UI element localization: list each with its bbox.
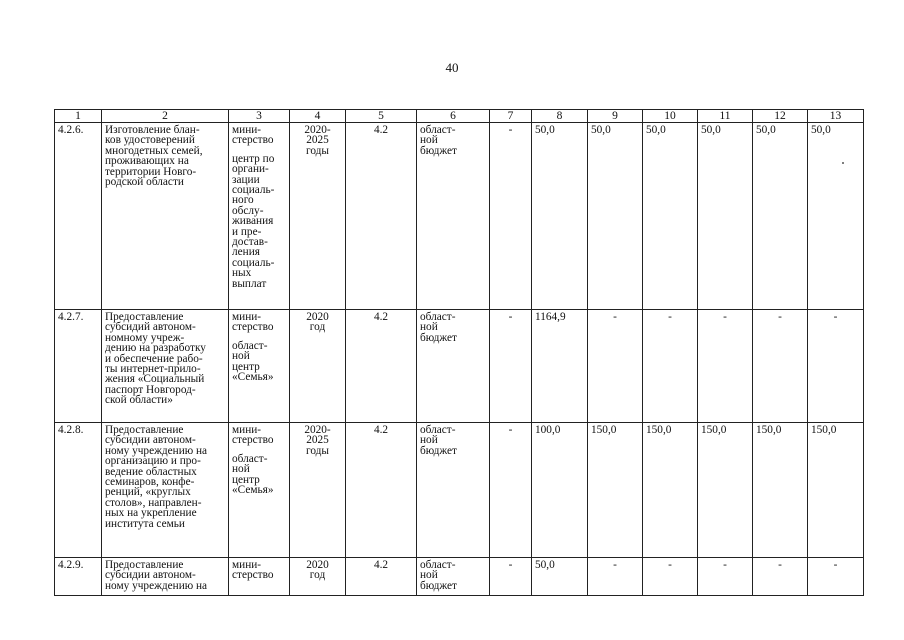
cell-value: 50,0: [701, 124, 721, 136]
cell-value: -: [668, 311, 672, 323]
cell-value: 50,0: [811, 124, 831, 136]
cell-value: -: [833, 311, 838, 323]
value-cell-c12: [753, 423, 808, 558]
text-line: годы: [305, 444, 329, 457]
cell-value: -: [508, 424, 513, 436]
measure-name-cell: [102, 310, 229, 423]
text-line: ной: [420, 321, 438, 334]
cell-value: 150,0: [811, 424, 837, 436]
text-line: стерство: [232, 134, 274, 147]
text-line: ведение областных: [105, 465, 197, 478]
value-cell-col7: [490, 310, 532, 423]
cell-value: 4.2.9.: [58, 559, 84, 571]
cell-value: -: [613, 311, 617, 323]
table-row: [55, 123, 864, 310]
cell-value: -: [508, 559, 513, 571]
text-line: Предоставление: [105, 424, 184, 436]
text-line: субсидий автоном-: [105, 321, 196, 334]
header-cell: 4: [290, 110, 346, 123]
period-cell: [290, 423, 346, 558]
cell-value: 50,0: [591, 124, 611, 136]
value-cell-c13: [808, 310, 864, 423]
text-line: ской области»: [105, 394, 173, 407]
period-cell: [290, 558, 346, 596]
row-number-cell: [55, 423, 102, 558]
header-cell: 12: [753, 110, 808, 123]
text-line: жения «Социальный: [105, 373, 205, 386]
cell-value: 4.2.7.: [58, 311, 84, 323]
text-line: «Семья»: [232, 371, 274, 384]
value-cell-c10: [643, 310, 698, 423]
table-row: [55, 558, 864, 596]
funding-source-cell: [417, 310, 490, 423]
cell-value: 50,0: [756, 124, 776, 136]
cell-value: 4.2: [373, 424, 389, 436]
header-row: [55, 110, 864, 123]
value-cell-c9: [588, 423, 643, 558]
text-line: бюджет: [420, 444, 457, 457]
row-number-cell: [55, 558, 102, 596]
cell-value: 100,0: [535, 424, 561, 436]
text-line: 2025: [306, 134, 329, 147]
text-line: многодетных семей,: [105, 144, 203, 157]
value-cell-col7: [490, 558, 532, 596]
text-line: Предоставление: [105, 311, 184, 323]
row-number-cell: [55, 123, 102, 310]
text-line: зации: [232, 173, 260, 186]
text-line: субсидии автоном-: [105, 434, 196, 447]
value-cell-c12: [753, 310, 808, 423]
value-cell-c8: [532, 310, 588, 423]
target-code-cell: [346, 423, 417, 558]
text-line: обслу-: [232, 204, 264, 217]
value-cell-c11: [698, 310, 753, 423]
cell-value: -: [508, 311, 513, 323]
text-line: год: [309, 569, 326, 582]
target-code-cell: [346, 310, 417, 423]
value-cell-c12: [753, 558, 808, 596]
executor-cell: [229, 310, 290, 423]
text-line: центр: [232, 473, 260, 486]
value-cell-c13: [808, 558, 864, 596]
text-line: ных на укрепление: [105, 507, 197, 520]
text-line: органи-: [232, 163, 269, 176]
text-line: родской области: [105, 176, 184, 189]
text-line: и обеспечение рабо-: [105, 352, 203, 365]
text-line: ной: [232, 463, 250, 476]
cell-value: 4.2: [373, 124, 389, 136]
cell-value: 4.2.8.: [58, 424, 84, 436]
table-row: [55, 423, 864, 558]
header-cell: 10: [643, 110, 698, 123]
cell-value: -: [778, 559, 782, 571]
text-line: ной: [232, 350, 250, 363]
text-line: живания: [232, 215, 274, 228]
text-line: проживающих на: [105, 155, 189, 168]
text-line: ной: [420, 434, 438, 447]
header-cell: 8: [532, 110, 588, 123]
text-line: 2020-: [304, 124, 331, 136]
executor-cell: [229, 423, 290, 558]
text-line: социаль-: [232, 256, 275, 269]
text-line: достав-: [232, 236, 268, 249]
text-line: мини-: [232, 311, 262, 323]
text-line: мини-: [232, 124, 262, 136]
cell-value: -: [723, 559, 727, 571]
header-cell: 11: [698, 110, 753, 123]
text-line: 2025: [306, 434, 329, 447]
value-cell-c9: [588, 123, 643, 310]
text-line: ной: [420, 134, 438, 147]
funding-source-cell: [417, 423, 490, 558]
cell-value: -: [668, 559, 672, 571]
row-number-cell: [55, 310, 102, 423]
value-cell-c12: [753, 123, 808, 310]
text-line: год: [309, 321, 326, 334]
value-cell-c10: [643, 423, 698, 558]
cell-value: 1164,9: [535, 311, 566, 323]
text-line: област-: [420, 124, 456, 136]
text-line: бюджет: [420, 331, 457, 344]
cell-value: 150,0: [591, 424, 617, 436]
header-cell: 1: [55, 110, 102, 123]
cell-value: -: [833, 559, 838, 571]
value-cell-c10: [643, 558, 698, 596]
cell-value: 150,0: [701, 424, 727, 436]
value-cell-col7: [490, 123, 532, 310]
text-line: 2020: [306, 559, 329, 571]
text-line: 2020: [306, 311, 329, 323]
value-cell-c10: [643, 123, 698, 310]
text-line: ному учреждению на: [105, 444, 208, 457]
text-line: столов», направлен-: [105, 496, 202, 509]
executor-cell: [229, 123, 290, 310]
text-line: территории Новго-: [105, 165, 197, 178]
header-cell: 13: [808, 110, 864, 123]
text-line: центр по: [232, 152, 275, 165]
text-line: семинаров, конфе-: [105, 476, 195, 489]
value-cell-c9: [588, 310, 643, 423]
text-line: ному учреждению на: [105, 579, 208, 592]
measure-name-cell: [102, 123, 229, 310]
text-line: выплат: [232, 277, 267, 290]
text-line: бюджет: [420, 579, 457, 592]
cell-value: -: [613, 559, 617, 571]
program-table: [54, 109, 864, 596]
text-line: ков удостоверений: [105, 134, 195, 147]
cell-value: 4.2: [373, 311, 389, 323]
text-line: паспорт Новгород-: [105, 383, 196, 396]
header-cell: 2: [102, 110, 229, 123]
table-row: [55, 310, 864, 423]
value-cell-c9: [588, 558, 643, 596]
text-line: област-: [232, 339, 268, 352]
header-cell: 6: [417, 110, 490, 123]
text-line: и пре-: [232, 225, 262, 238]
period-cell: [290, 123, 346, 310]
value-cell-c11: [698, 123, 753, 310]
text-line: субсидии автоном-: [105, 569, 196, 582]
text-line: «Семья»: [232, 484, 274, 497]
text-line: центр: [232, 360, 260, 373]
target-code-cell: [346, 558, 417, 596]
value-cell-c8: [532, 123, 588, 310]
measure-name-cell: [102, 558, 229, 596]
text-line: област-: [232, 452, 268, 465]
header-cell: 5: [346, 110, 417, 123]
cell-value: 4.2: [373, 559, 389, 571]
text-line: мини-: [232, 424, 262, 436]
cell-value: 50,0: [535, 124, 555, 136]
value-cell-c8: [532, 558, 588, 596]
cell-value: 150,0: [646, 424, 672, 436]
text-line: ных: [232, 267, 252, 280]
text-line: стерство: [232, 321, 274, 334]
funding-source-cell: [417, 558, 490, 596]
cell-value: -: [723, 311, 727, 323]
value-cell-c11: [698, 558, 753, 596]
text-line: стерство: [232, 569, 274, 582]
text-line: мини-: [232, 559, 262, 571]
value-cell-c13: [808, 123, 864, 310]
header-cell: 7: [490, 110, 532, 123]
text-line: номному учреж-: [105, 331, 185, 344]
funding-source-cell: [417, 123, 490, 310]
text-line: ной: [420, 569, 438, 582]
text-line: социаль-: [232, 184, 275, 197]
cell-value: 50,0: [535, 559, 555, 571]
text-line: дению на разработку: [105, 342, 206, 355]
scan-speck: [842, 162, 844, 164]
cell-value: 150,0: [756, 424, 782, 436]
value-cell-c11: [698, 423, 753, 558]
text-line: Предоставление: [105, 559, 184, 571]
value-cell-c8: [532, 423, 588, 558]
cell-value: -: [508, 124, 513, 136]
executor-cell: [229, 558, 290, 596]
text-line: 2020-: [304, 424, 331, 436]
cell-value: 4.2.6.: [58, 124, 84, 136]
text-line: ты интернет-прило-: [105, 363, 201, 376]
text-line: област-: [420, 559, 456, 571]
page-number: 40: [445, 60, 459, 75]
text-line: организацию и про-: [105, 455, 201, 468]
header-cell: 3: [229, 110, 290, 123]
text-line: Изготовление блан-: [105, 124, 200, 136]
period-cell: [290, 310, 346, 423]
text-line: област-: [420, 311, 456, 323]
text-line: института семьи: [105, 517, 185, 530]
text-line: стерство: [232, 434, 274, 447]
cell-value: 50,0: [646, 124, 666, 136]
target-code-cell: [346, 123, 417, 310]
text-line: област-: [420, 424, 456, 436]
text-line: ного: [232, 194, 254, 207]
text-line: ренций, «круглых: [105, 486, 191, 499]
header-cell: 9: [588, 110, 643, 123]
measure-name-cell: [102, 423, 229, 558]
text-line: ления: [232, 246, 260, 259]
value-cell-col7: [490, 423, 532, 558]
text-line: бюджет: [420, 144, 457, 157]
value-cell-c13: [808, 423, 864, 558]
cell-value: -: [778, 311, 782, 323]
text-line: годы: [305, 144, 329, 157]
